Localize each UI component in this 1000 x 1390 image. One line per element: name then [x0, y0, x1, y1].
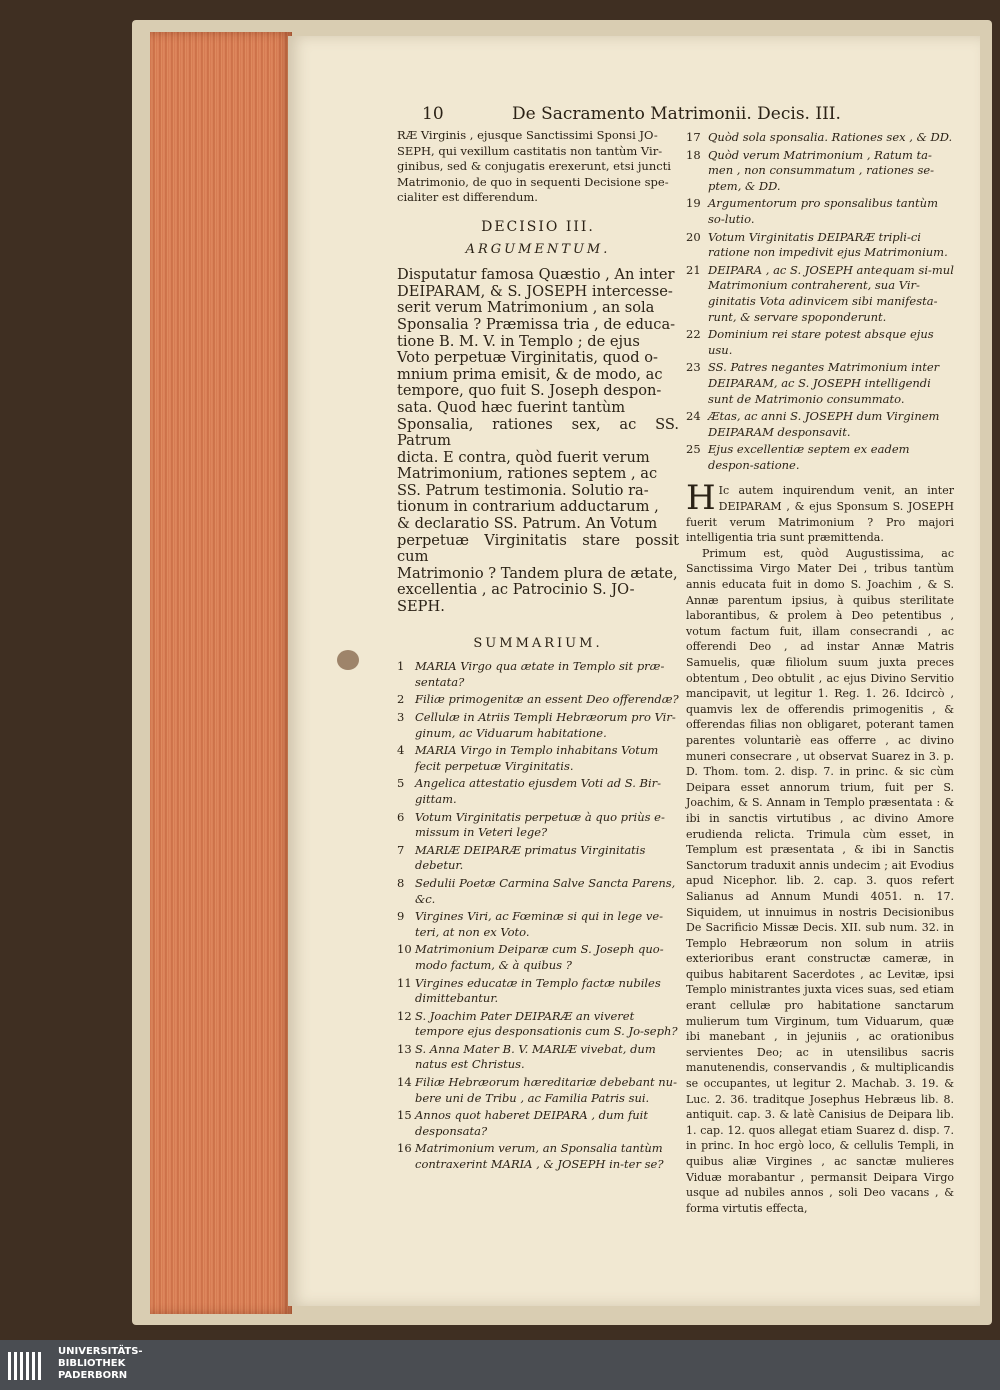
- summarium-text: S. Anna Mater B. V. MARIÆ vivebat, dum natus est Christus.: [415, 1041, 656, 1072]
- argumentum-line: sata. Quod hæc fuerint tantùm: [397, 398, 626, 416]
- summarium-item: [686, 263, 954, 325]
- summarium-item: [397, 976, 679, 1007]
- summarium-text: Quòd verum Matrimonium , Ratum ta-men , non consummatum , rationes se-ptem, & DD.: [708, 147, 935, 193]
- summarium-number: 5: [397, 776, 405, 791]
- argumentum-line: tempore, quo fuit S. Joseph despon-: [397, 382, 662, 400]
- summarium-text: MARIA Virgo in Templo inhabitans Votum fecit perpetuæ Virginitatis.: [415, 743, 659, 773]
- right-column: [686, 130, 954, 1216]
- argumentum-line: Matrimonio ? Tandem plura de ætate,: [397, 564, 678, 582]
- library-name: [58, 1346, 143, 1382]
- intro-line: Matrimonio, de quo in sequenti Decisione spe-: [397, 174, 669, 189]
- summarium-text: Matrimonium verum, an Sponsalia tantùm contraxerint MARIA , & JOSEPH in-ter se?: [415, 1141, 664, 1172]
- summarium-list-left: [397, 659, 679, 1172]
- argumentum-line: DEIPARAM, & S. JOSEPH intercesse-: [397, 282, 673, 300]
- summarium-number: 3: [397, 710, 405, 724]
- summarium-number: 8: [397, 875, 405, 890]
- summarium-heading: SUMMARIUM.: [473, 635, 603, 651]
- intro-text: [397, 128, 679, 206]
- left-column: [397, 128, 679, 1175]
- summarium-number: 7: [397, 842, 405, 857]
- summarium-text: Sedulii Poetæ Carmina Salve Sancta Parens, &c.: [415, 875, 676, 906]
- summarium-item: [686, 327, 954, 358]
- summarium-number: 20: [686, 229, 701, 244]
- argumentum-line: & declaratio SS. Patrum. An Votum: [397, 515, 658, 533]
- summarium-item: [397, 1108, 679, 1139]
- summarium-item: [686, 196, 954, 227]
- argumentum-text: [397, 267, 679, 615]
- argumentum-line: perpetuæ Virginitatis stare possit cum: [397, 531, 679, 566]
- summarium-number: 10: [397, 942, 412, 957]
- summarium-number: 12: [397, 1008, 412, 1023]
- summarium-text: S. Joachim Pater DEIPARÆ an viveret tempore ejus desponsationis cum S. Jo-seph?: [415, 1008, 678, 1039]
- argumentum-line: Sponsalia, rationes sex, ac SS. Patrum: [397, 415, 679, 450]
- summarium-text: MARIÆ DEIPARÆ primatus Virginitatis debetur.: [415, 842, 646, 873]
- drop-cap: H: [686, 478, 716, 519]
- summarium-number: 11: [397, 975, 412, 990]
- summarium-text: Votum Virginitatis perpetuæ à quo priùs e-missum in Veteri lege?: [415, 809, 665, 840]
- body-paragraph-text: Ic autem inquirendum venit, an inter DEIPARAM , & ejus Sponsum S. JOSEPH fuerit verum Matrimonium ? Pro majori intelligentia tria sunt præmittenda.: [686, 484, 954, 545]
- summarium-item: [397, 942, 679, 973]
- summarium-item: [397, 659, 679, 690]
- summarium-item: [686, 130, 954, 146]
- summarium-text: DEIPARA , ac S. JOSEPH antequam si-mul Matrimonium contraherent, sua Vir-ginitatis Vota adinvicem sibi manifesta-runt, & servare spoponderunt.: [708, 262, 954, 324]
- summarium-number: 25: [686, 442, 701, 457]
- argumentum-line: Voto perpetuæ Virginitatis, quod o-: [397, 349, 658, 367]
- summarium-item: [397, 843, 679, 874]
- argumentum-line: dicta. E contra, quòd fuerit verum: [397, 448, 650, 466]
- summarium-item: [686, 442, 954, 473]
- summarium-text: SS. Patres negantes Matrimonium inter DEIPARAM, ac S. JOSEPH intelligendi sunt de Matrimonio consummato.: [708, 360, 940, 406]
- summarium-text: Angelica attestatio ejusdem Voti ad S. Bir-gittam.: [415, 776, 662, 806]
- summarium-text: MARIA Virgo qua ætate in Templo sit præ-sentata?: [415, 659, 665, 689]
- summarium-text: Filiæ primogenitæ an essent Deo offerendæ?: [415, 692, 679, 707]
- library-name-line: BIBLIOTHEK: [58, 1358, 126, 1369]
- summarium-number: 16: [397, 1141, 412, 1156]
- argumentum-line: serit verum Matrimonium , an sola: [397, 299, 655, 317]
- intro-line: cialiter est differendum.: [397, 190, 538, 205]
- summarium-item: [686, 409, 954, 440]
- summarium-item: [397, 1141, 679, 1172]
- summarium-item: [397, 710, 679, 741]
- library-name-line: UNIVERSITÄTS-: [58, 1346, 143, 1357]
- summarium-item: [686, 230, 954, 261]
- intro-line: RÆ Virginis , ejusque Sanctissimi Sponsi JO-: [397, 128, 658, 142]
- library-footer: [0, 1340, 1000, 1390]
- summarium-text: Virgines educatæ in Templo factæ nubiles dimittebantur.: [415, 975, 661, 1006]
- summarium-number: 6: [397, 809, 405, 824]
- summarium-number: 2: [397, 692, 405, 707]
- summarium-item: [397, 810, 679, 841]
- body-paragraph: [686, 546, 954, 1217]
- argumentum-line: mnium prima emisit, & de modo, ac: [397, 365, 663, 383]
- argumentum-line: Disputatur famosa Quæstio , An inter: [397, 266, 675, 284]
- argumentum-line: tionum in contrarium adductarum ,: [397, 498, 659, 516]
- summarium-item: [397, 1075, 679, 1106]
- argumentum-line: excellentia , ac Patrocinio S. JO-: [397, 581, 635, 599]
- summarium-number: 23: [686, 360, 701, 375]
- summarium-number: 24: [686, 409, 701, 424]
- argumentum-line: Matrimonium, rationes septem , ac: [397, 465, 658, 483]
- summarium-item: [397, 909, 679, 940]
- ink-stain: [337, 650, 359, 670]
- intro-line: SEPH, qui vexillum castitatis non tantùm Vir-: [397, 143, 663, 158]
- summarium-text: Cellulæ in Atriis Templi Hebræorum pro Vir-ginum, ac Viduarum habitatione.: [415, 710, 676, 740]
- summarium-text: Ætas, ac anni S. JOSEPH dum Virginem DEIPARAM desponsavit.: [708, 409, 940, 439]
- summarium-item: [686, 360, 954, 407]
- body-text: [686, 478, 954, 1216]
- summarium-text: Quòd sola sponsalia. Rationes sex , & DD.: [708, 130, 953, 144]
- summarium-number: 1: [397, 659, 405, 674]
- summarium-text: Ejus excellentiæ septem ex eadem despon-satione.: [708, 442, 910, 472]
- argumentum-line: SS. Patrum testimonia. Solutio ra-: [397, 481, 649, 499]
- summarium-item: [686, 148, 954, 195]
- summarium-number: 22: [686, 327, 701, 342]
- summarium-number: 4: [397, 743, 405, 758]
- argumentum-line: tione B. M. V. in Templo ; de ejus: [397, 332, 640, 350]
- summarium-text: Annos quot haberet DEIPARA , dum fuit desponsata?: [415, 1108, 648, 1138]
- summarium-number: 17: [686, 130, 701, 144]
- summarium-number: 9: [397, 909, 405, 924]
- summarium-number: 13: [397, 1041, 412, 1056]
- summarium-text: Filiæ Hebræorum hæreditariæ debebant nu-bere uni de Tribu , ac Familia Patris sui.: [415, 1075, 677, 1105]
- body-paragraph: [686, 478, 954, 545]
- summarium-text: Matrimonium Deiparæ cum S. Joseph quo-modo factum, & à quibus ?: [415, 942, 664, 972]
- summarium-item: [397, 776, 679, 807]
- summarium-item: [397, 1042, 679, 1073]
- library-name-line: PADERBORN: [58, 1370, 128, 1381]
- summarium-item: [397, 876, 679, 907]
- page-number: 10: [422, 104, 444, 124]
- summarium-item: [397, 743, 679, 774]
- summarium-number: 21: [686, 262, 701, 277]
- decisio-heading: DECISIO III.: [481, 218, 595, 235]
- summarium-text: Dominium rei stare potest absque ejus usu.: [708, 327, 934, 357]
- summarium-item: [397, 1009, 679, 1040]
- page-edges: [150, 32, 292, 1314]
- summarium-text: Votum Virginitatis DEIPARÆ tripli-ci ratione non impedivit ejus Matrimonium.: [708, 229, 948, 260]
- summarium-text: Virgines Viri, ac Fœminæ si qui in lege ve-teri, at non ex Voto.: [415, 909, 664, 939]
- argumentum-line: Sponsalia ? Præmissa tria , de educa-: [397, 315, 676, 333]
- intro-line: ginibus, sed & conjugatis erexerunt, etsi juncti: [397, 159, 671, 174]
- summarium-text: Argumentorum pro sponsalibus tantùm so-lutio.: [708, 196, 938, 226]
- argumentum-line: SEPH.: [397, 598, 445, 616]
- summarium-number: 18: [686, 147, 701, 162]
- page-title: De Sacramento Matrimonii. Decis. III.: [512, 104, 841, 124]
- summarium-number: 14: [397, 1075, 412, 1090]
- summarium-list-right: [686, 130, 954, 473]
- body-paragraph-text: Primum est, quòd Augustissima, ac Sanctissima Virgo Mater Dei , tribus tantùm annis educata fuit in domo S. Joachim , & S. Annæ parentum ipsius, à quibus sterilitate laborantibus, & prolem à Deo petentibus , votum factum fuit, illam consecrandi , ac offerendi Deo , ad instar Annæ Matris Samuelis, quæ filiolum suum juxta preces obtentum , Deo obtulit , ac ejus Divino Servitio mancipavit, ut legitur 1. Reg. 1. 26. Idcircò , quamvis lex de offerendis primogenitis , & offerendas filias non obligaret, poterant tamen parentes voluntariè eas offerre , ac divino muneri consecrare , ut observat Suarez in 3. p. D. Thom. tom. 2. disp. 7. in princ. & sic cùm Deipara esset annorum trium, fuit per S. Joachim, & S. Annam in Templo præsentata : & ibi in sanctis virtutibus , ac divino Amore erudienda relicta. Trimula cùm esset, in Templum est præsentata , & ibi in Sanctis Sanctorum traduxit annis undecim ; ait Evodius apud Nicephor. lib. 2. cap. 3. quos refert Salianus ad Annum Mundi 4051. n. 17. Siquidem, ut innuimus in nostris Decisionibus De Sacrificio Missæ Decis. XII. sub num. 32. in Templo Hebræorum non solum in atriis exterioribus erant constructæ cameræ, in quibus habitarent Sacerdotes , ac Levitæ, ipsi Templo ministrantes juxta vices suas, sed etiam erant cellulæ pro habitatione sanctarum mulierum tum Virginum, tum Viduarum, quæ ibi manebant , in jejuniis , ac orationibus servientes Deo; ac in utensilibus sacris manutenendis, conservandis , & multiplicandis se occupantes, ut legitur 2. Machab. 3. 19. & Luc. 2. 36. traditque Josephus Hebræus lib. 8. antiquit. cap. 3. & latè Canisius de Deipara lib. 1. cap. 12. quos allegat etiam Suarez d. disp. 7. in princ. In hoc ergò loco, & cellulis Templi, in quibus aliæ Virgines , ac sanctæ mulieres Viduæ morabantur , permansit Deipara Virgo usque ad nubiles annos , soli Deo vacans , & forma virtutis effecta,: [686, 546, 954, 1215]
- library-logo-icon: [6, 1348, 46, 1384]
- argumentum-heading: ARGUMENTUM.: [465, 241, 611, 257]
- summarium-item: [397, 692, 679, 708]
- summarium-number: 19: [686, 196, 701, 211]
- summarium-number: 15: [397, 1108, 412, 1123]
